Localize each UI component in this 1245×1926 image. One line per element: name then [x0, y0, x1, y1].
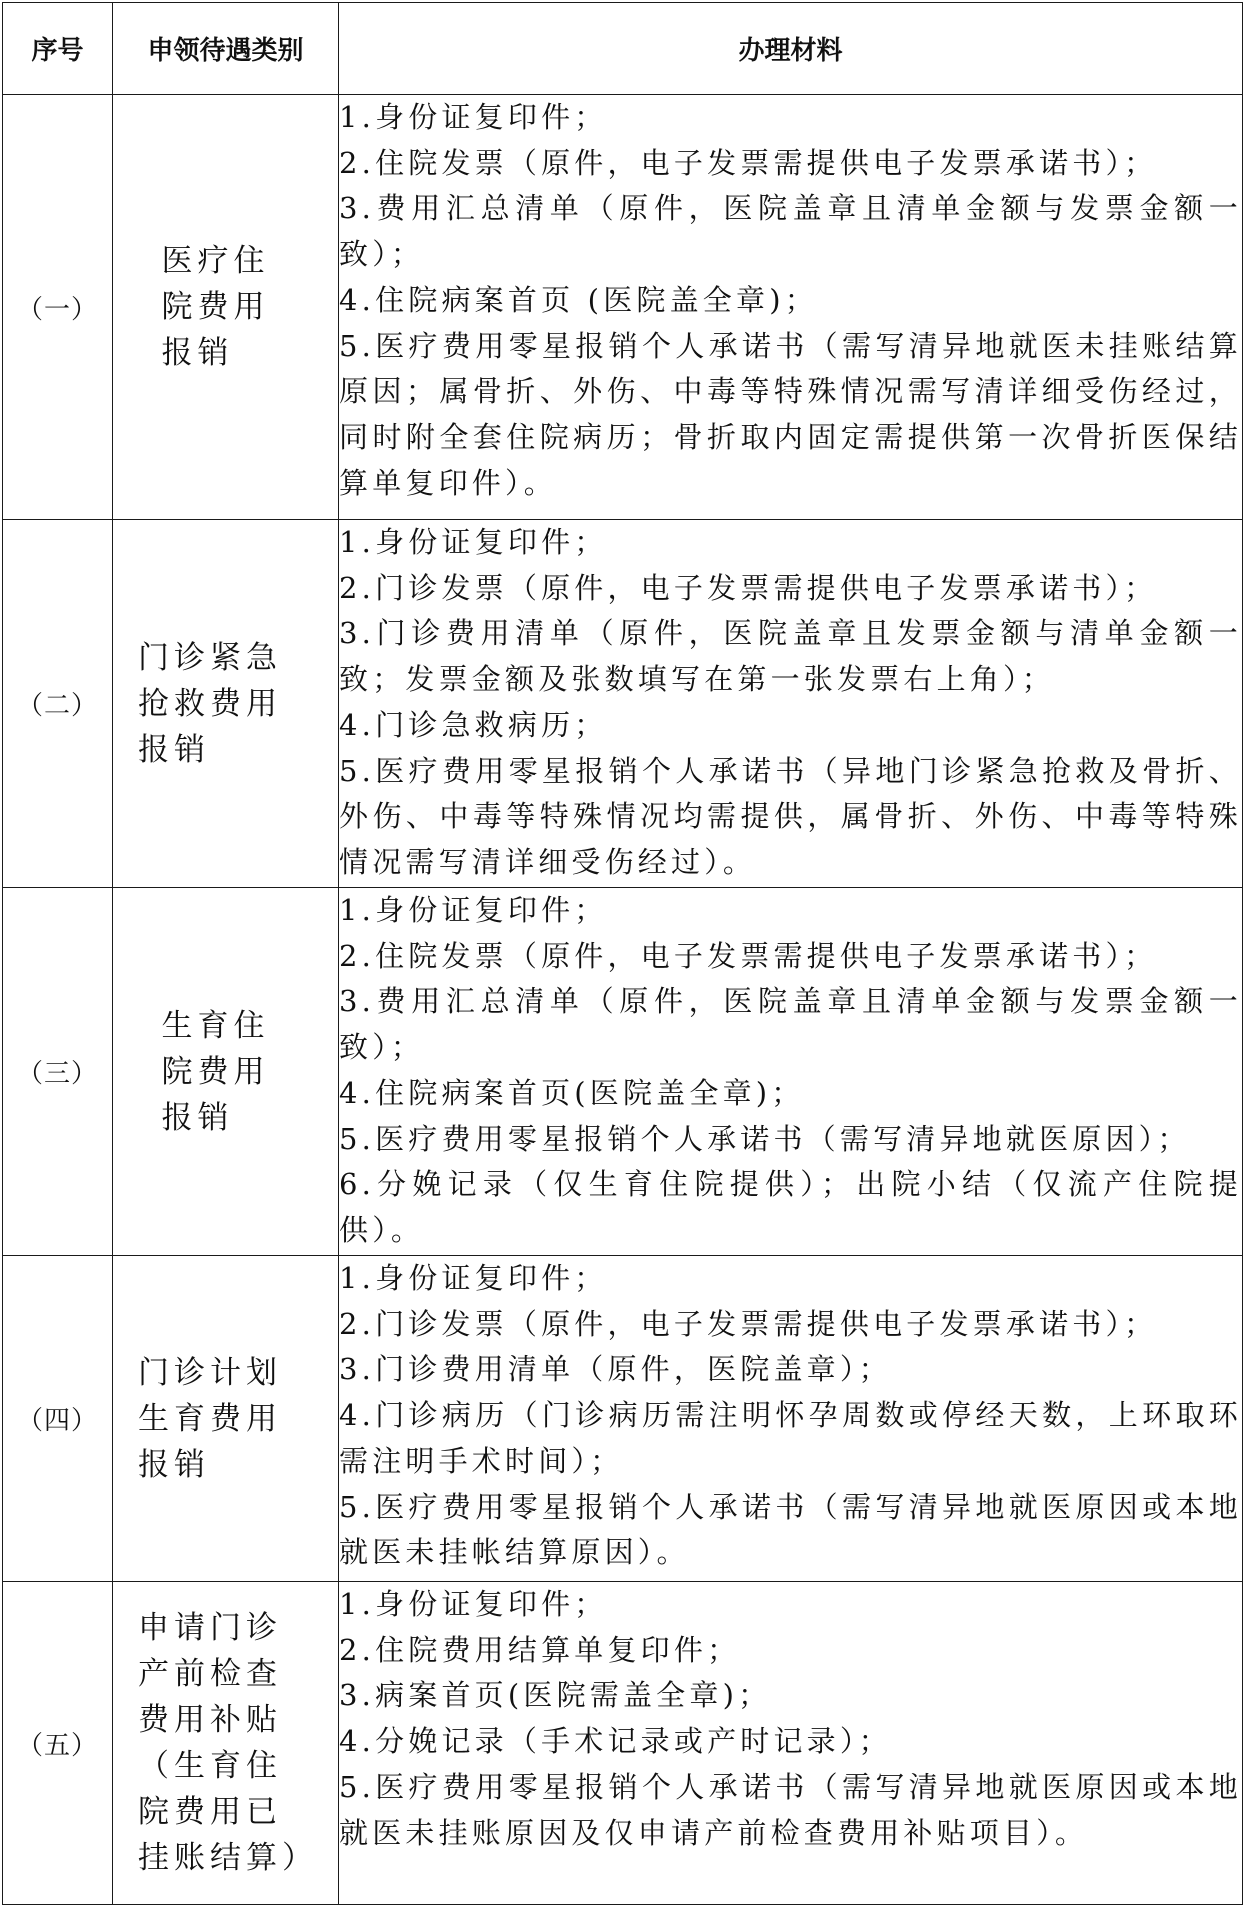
- table-row: [3, 1582, 1243, 1905]
- material-item: 4.分娩记录（手术记录或产时记录）；: [339, 1724, 892, 1759]
- row-category-cell: [113, 95, 339, 520]
- material-item: 3.病案首页(医院需盖全章)；: [339, 1678, 772, 1713]
- table-row: [3, 95, 1243, 520]
- header-materials: 办理材料: [339, 3, 1243, 95]
- row-materials-cell: [339, 1256, 1243, 1582]
- material-item: 3.费用汇总清单（原件，医院盖章且清单金额与发票金额一致）；: [339, 191, 1242, 272]
- row-index: （三）: [3, 888, 113, 1256]
- table-row: [3, 520, 1243, 888]
- material-item: 5.医疗费用零星报销个人承诺书（需写清异地就医原因）；: [339, 1121, 1191, 1156]
- row-materials-cell: [339, 1582, 1243, 1905]
- material-item: 1.身份证复印件；: [339, 100, 608, 134]
- table-row: [3, 1256, 1243, 1582]
- material-item: 2.住院发票（原件，电子发票需提供电子发票承诺书）；: [339, 145, 1158, 180]
- material-item: 4.住院病案首页(医院盖全章)；: [339, 1075, 805, 1110]
- material-item: 1.身份证复印件；: [339, 525, 608, 559]
- material-item: 2.门诊发票（原件，电子发票需提供电子发票承诺书）；: [339, 1306, 1158, 1341]
- material-item: 5.医疗费用零星报销个人承诺书（需写清异地就医未挂账结算原因；属骨折、外伤、中毒等特殊情况需写清详细受伤经过，同时附全套住院病历；骨折取内固定需提供第一次骨折医保结算单复印件）。: [339, 328, 1242, 500]
- material-item: 5.医疗费用零星报销个人承诺书（需写清异地就医原因或本地就医未挂帐结算原因）。: [339, 1489, 1242, 1570]
- row-category: 生育住院费用报销: [161, 1007, 270, 1136]
- material-item: 5.医疗费用零星报销个人承诺书（异地门诊紧急抢救及骨折、外伤、中毒等特殊情况均需提供，属骨折、外伤、中毒等特殊情况需写清详细受伤经过）。: [339, 753, 1242, 879]
- row-index: （二）: [3, 520, 113, 888]
- material-item: 3.门诊费用清单（原件，医院盖章）；: [339, 1352, 892, 1387]
- material-item: 5.医疗费用零星报销个人承诺书（需写清异地就医原因或本地就医未挂账原因及仅申请产前检查费用补贴项目）。: [339, 1769, 1242, 1850]
- material-item: 6.分娩记录（仅生育住院提供）；出院小结（仅流产住院提供）。: [339, 1167, 1242, 1247]
- row-category: 门诊紧急抢救费用报销: [138, 639, 282, 768]
- row-index: （一）: [3, 95, 113, 520]
- row-materials-cell: [339, 888, 1243, 1256]
- material-item: 1.身份证复印件；: [339, 1587, 608, 1621]
- material-item: 4.门诊急救病历；: [339, 707, 608, 742]
- row-index: （五）: [3, 1582, 113, 1905]
- row-category: 申请门诊产前检查费用补贴（生育住院费用已挂账结算）: [138, 1610, 318, 1876]
- header-index: 序号: [3, 3, 113, 95]
- materials-table: [2, 2, 1243, 1905]
- row-category-cell: [113, 520, 339, 888]
- material-item: 2.住院费用结算单复印件；: [339, 1632, 741, 1667]
- row-category: 门诊计划生育费用报销: [138, 1354, 282, 1483]
- row-materials-cell: [339, 95, 1243, 520]
- row-materials-cell: [339, 520, 1243, 888]
- row-category-cell: [113, 888, 339, 1256]
- row-category-cell: [113, 1256, 339, 1582]
- material-item: 1.身份证复印件；: [339, 1261, 608, 1295]
- material-item: 3.门诊费用清单（原件，医院盖章且发票金额与清单金额一致；发票金额及张数填写在第一张发票右上角）；: [339, 616, 1242, 697]
- row-category: 医疗住院费用报销: [161, 243, 270, 371]
- material-item: 4.门诊病历（门诊病历需注明怀孕周数或停经天数，上环取环需注明手术时间）；: [339, 1398, 1242, 1478]
- material-item: 2.门诊发票（原件，电子发票需提供电子发票承诺书）；: [339, 570, 1158, 605]
- header-category: 申领待遇类别: [113, 3, 339, 95]
- table-row: [3, 888, 1243, 1256]
- table-header-row: [3, 3, 1243, 95]
- material-item: 4.住院病案首页 (医院盖全章)；: [339, 282, 818, 317]
- material-item: 2.住院发票（原件，电子发票需提供电子发票承诺书）；: [339, 938, 1158, 973]
- row-index: （四）: [3, 1256, 113, 1582]
- material-item: 1.身份证复印件；: [339, 893, 608, 927]
- row-category-cell: [113, 1582, 339, 1905]
- material-item: 3.费用汇总清单（原件，医院盖章且清单金额与发票金额一致）；: [339, 984, 1242, 1065]
